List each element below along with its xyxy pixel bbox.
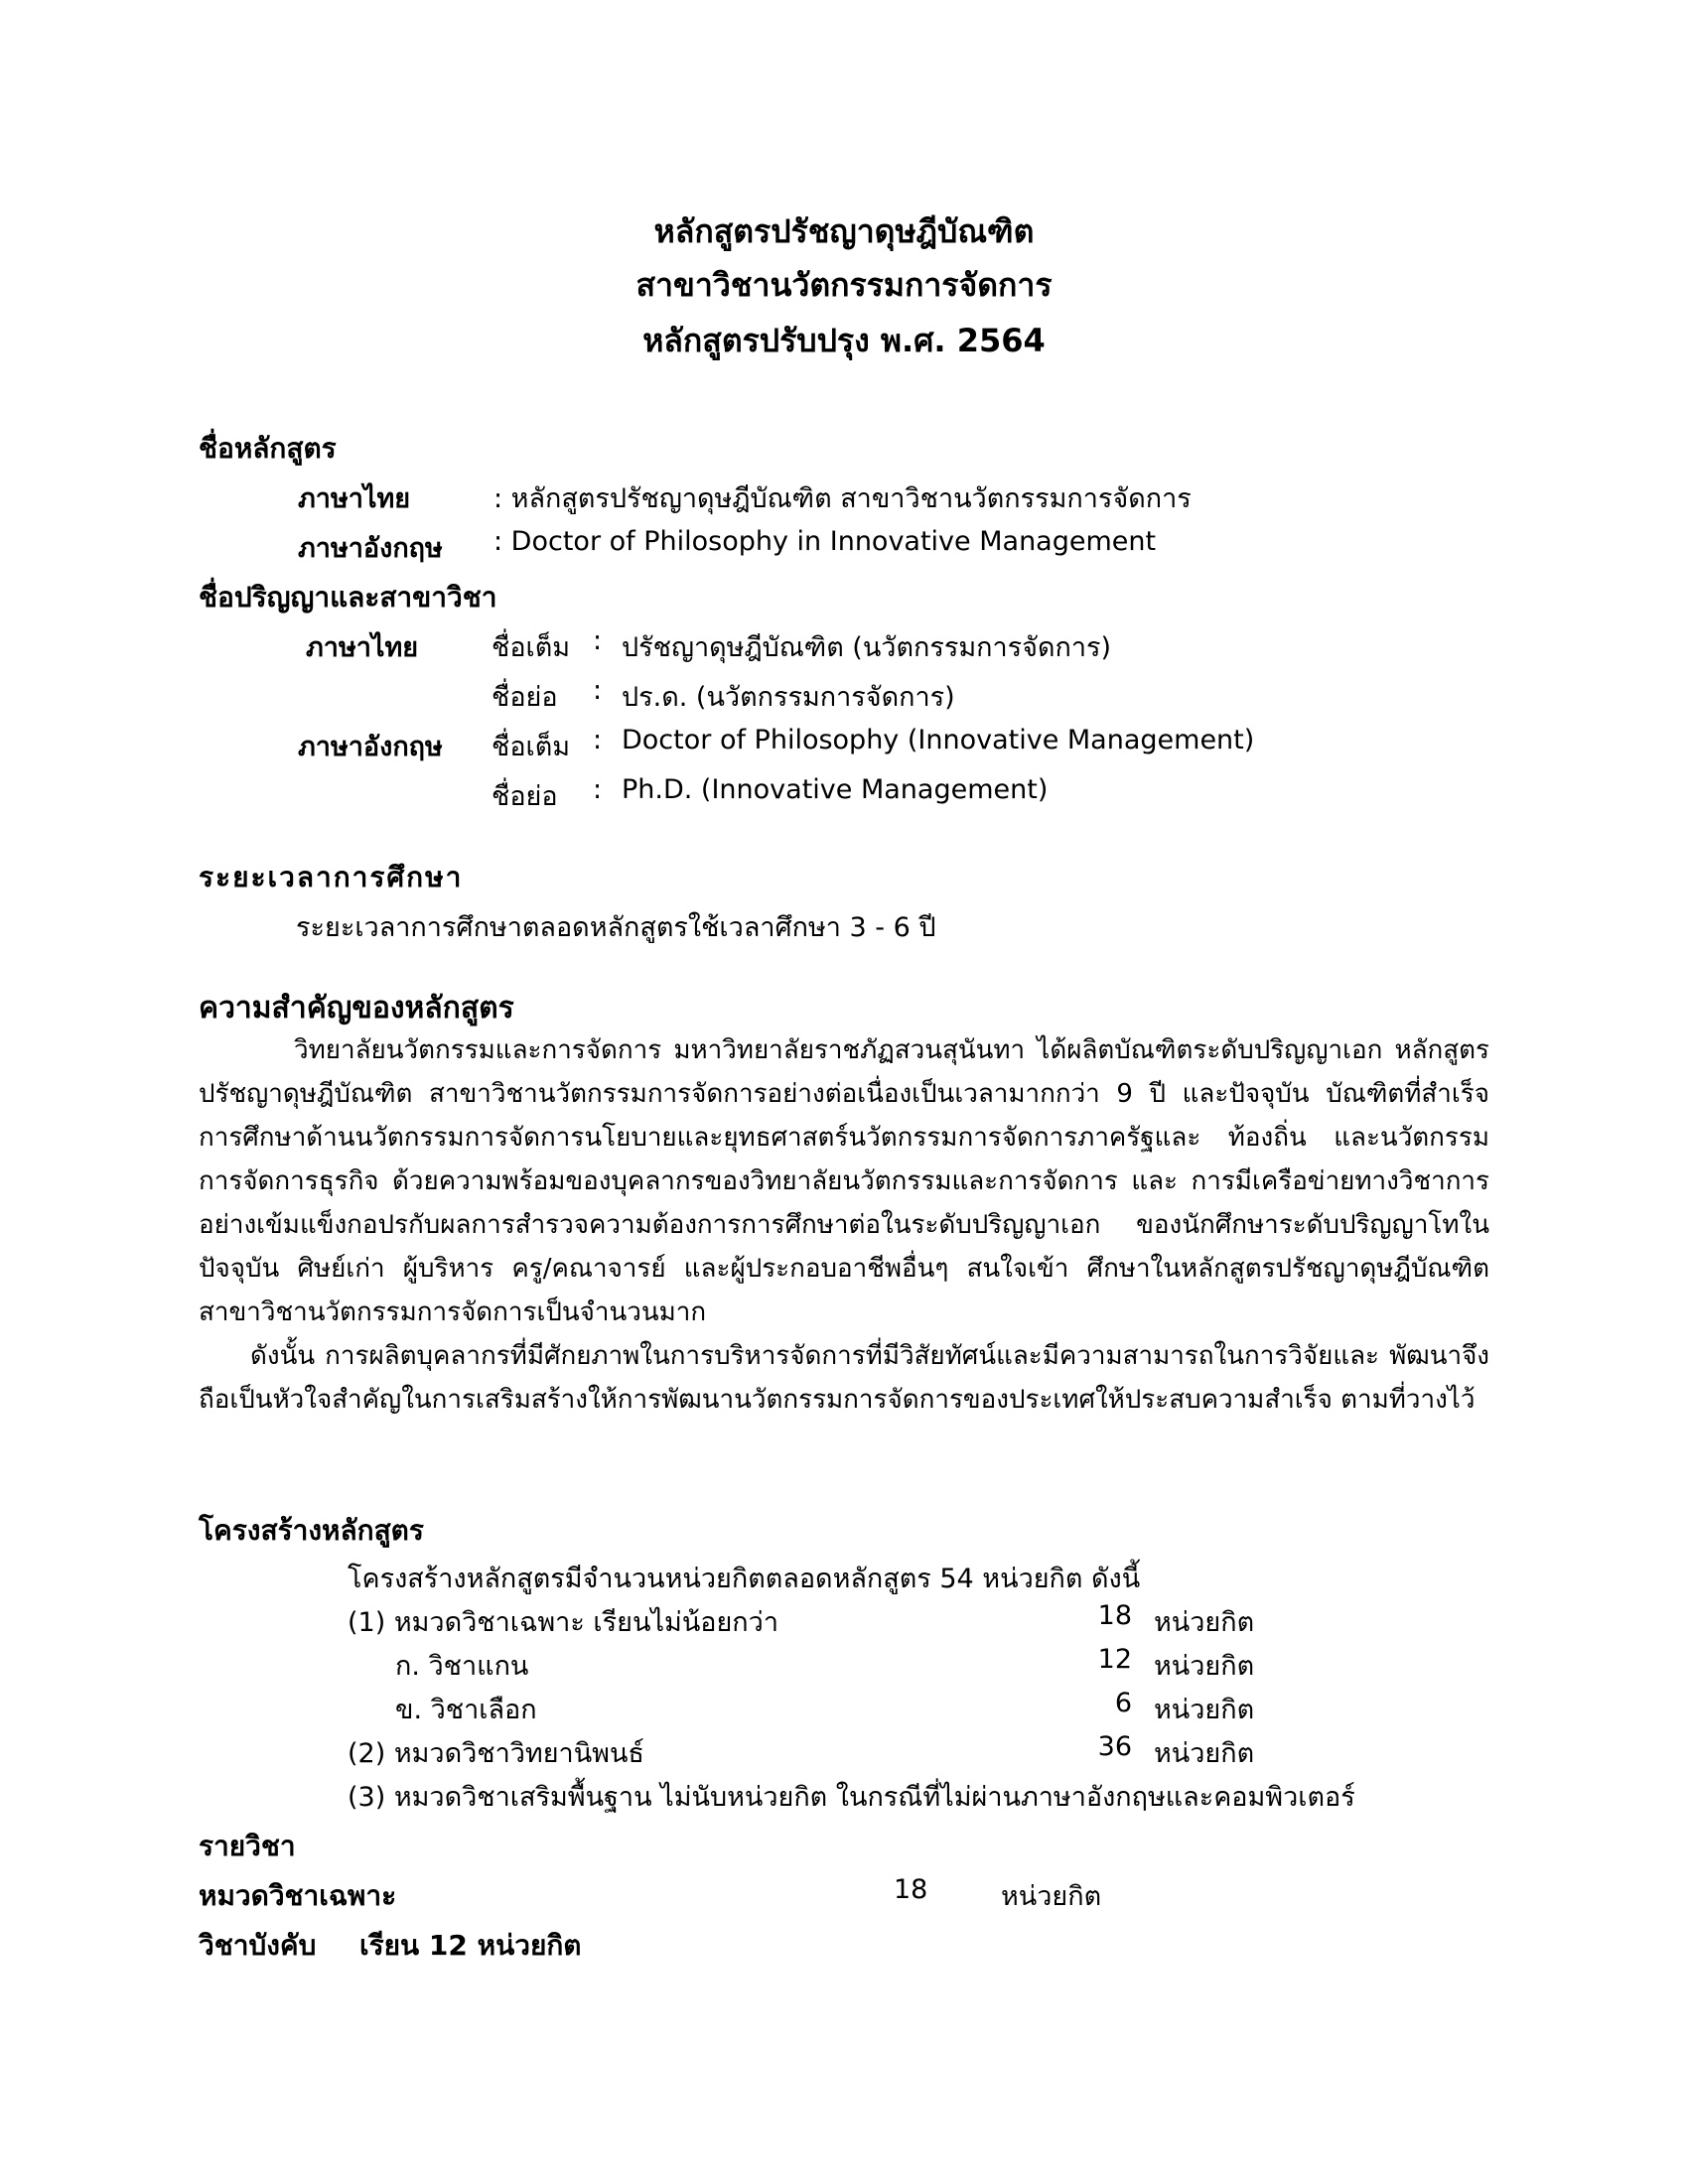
structure-row-label: ข. วิชาเลือก <box>395 1695 537 1725</box>
structure-row-unit: หน่วยกิต <box>1154 1738 1255 1769</box>
degree-thai-short-label: ชื่อย่อ <box>492 682 558 713</box>
importance-paragraph-2: ดังนั้น การผลิตบุคลากรที่มีศักยภาพในการบริหารจัดการที่มีวิสัยทัศน์และมีความสามารถในการวิจัยและ พัฒนาจึงถือเป็นหัวใจสำคัญในการเสริมสร้างให้การพัฒนานวัตกรรมการจัดการของประเทศให้ประสบความสำเร็จ ตามที่วางไว้ <box>199 1341 1489 1415</box>
degree-thai-full: ปรัชญาดุษฎีบัณฑิต (นวัตกรรมการจัดการ) <box>622 632 1112 663</box>
degree-colon: : <box>593 675 603 706</box>
structure-row-label: ก. วิชาแกน <box>395 1651 529 1682</box>
structure-row-value: 6 <box>1114 1688 1132 1718</box>
title-line-2: สาขาวิชานวัตกรรมการจัดการ <box>635 266 1053 304</box>
title-line-3: หลักสูตรปรับปรุง พ.ศ. 2564 <box>642 322 1046 359</box>
degree-thai-short: ปร.ด. (นวัตกรรมการจัดการ) <box>622 682 955 713</box>
structure-row-value: 18 <box>1097 1600 1132 1631</box>
structure-row-value: 12 <box>1097 1644 1132 1675</box>
degree-colon: : <box>593 725 603 755</box>
structure-row-value: 36 <box>1097 1731 1132 1762</box>
course-name-english-label: ภาษาอังกฤษ <box>298 533 443 564</box>
specific-category-unit: หน่วยกิต <box>1001 1881 1102 1912</box>
duration-heading: ระยะเวลาการศึกษา <box>199 861 464 893</box>
importance-heading: ความสำคัญของหลักสูตร <box>199 991 514 1025</box>
course-name-thai-label: ภาษาไทย <box>298 483 411 514</box>
degree-thai-label: ภาษาไทย <box>306 632 419 663</box>
courses-heading: รายวิชา <box>199 1830 296 1862</box>
structure-row-label: (2) หมวดวิชาวิทยานิพนธ์ <box>348 1738 644 1769</box>
degree-colon: : <box>593 625 603 656</box>
degree-colon: : <box>593 774 603 805</box>
structure-row-label: (1) หมวดวิชาเฉพาะ เรียนไม่น้อยกว่า <box>348 1607 778 1638</box>
specific-category-value: 18 <box>894 1874 928 1905</box>
degree-english-full: Doctor of Philosophy (Innovative Management) <box>622 725 1255 755</box>
duration-text: ระยะเวลาการศึกษาตลอดหลักสูตรใช้เวลาศึกษา 3 - 6 ปี <box>296 912 936 943</box>
course-name-thai-value: : หลักสูตรปรัชญาดุษฎีบัณฑิต สาขาวิชานวัตกรรมการจัดการ <box>493 483 1192 514</box>
structure-row-unit: หน่วยกิต <box>1154 1651 1255 1682</box>
title-line-1: หลักสูตรปรัชญาดุษฎีบัณฑิต <box>653 212 1035 250</box>
degree-english-label: ภาษาอังกฤษ <box>298 732 443 762</box>
course-name-heading: ชื่อหลักสูตร <box>199 432 337 465</box>
structure-intro: โครงสร้างหลักสูตรมีจำนวนหน่วยกิตตลอดหลักสูตร 54 หน่วยกิต ดังนี้ <box>348 1564 1141 1594</box>
importance-paragraph-1: วิทยาลัยนวัตกรรมและการจัดการ มหาวิทยาลัยราชภัฏสวนสุนันทา ได้ผลิตบัณฑิตระดับปริญญาเอก หลักสูตรปรัชญาดุษฎีบัณฑิต สาขาวิชานวัตกรรมการจัดการอย่างต่อเนื่องเป็นเวลามากกว่า 9 ปี และปัจจุบัน บัณฑิตที่สำเร็จการศึกษาด้านนวัตกรรมการจัดการนโยบายและยุทธศาสตร์นวัตกรรมการจัดการภาครัฐและ ท้องถิ่น และนวัตกรรมการจัดการธุรกิจ ด้วยความพร้อมของบุคลากรของวิทยาลัยนวัตกรรมและการจัดการ และ การมีเครือข่ายทางวิชาการอย่างเข้มแข็งกอปรกับผลการสำรวจความต้องการการศึกษาต่อในระดับปริญญาเอก ของนักศึกษาระดับปริญญาโทในปัจจุบัน ศิษย์เก่า ผู้บริหาร ครู/คณาจารย์ และผู้ประกอบอาชีพอื่นๆ สนใจเข้า ศึกษาในหลักสูตรปรัชญาดุษฎีบัณฑิต สาขาวิชานวัตกรรมการจัดการเป็นจำนวนมาก <box>199 1035 1489 1327</box>
degree-english-short-label: ชื่อย่อ <box>492 781 558 812</box>
degree-english-full-label: ชื่อเต็ม <box>492 732 571 762</box>
required-courses-label: วิชาบังคับ <box>199 1929 317 1962</box>
degree-thai-full-label: ชื่อเต็ม <box>492 632 571 663</box>
degree-english-short: Ph.D. (Innovative Management) <box>622 774 1049 805</box>
course-name-english-value: : Doctor of Philosophy in Innovative Management <box>493 526 1157 557</box>
structure-row-unit: หน่วยกิต <box>1154 1695 1255 1725</box>
structure-heading: โครงสร้างหลักสูตร <box>199 1514 424 1547</box>
structure-row-unit: หน่วยกิต <box>1154 1607 1255 1638</box>
specific-category-label: หมวดวิชาเฉพาะ <box>199 1879 397 1912</box>
importance-body <box>199 1028 1489 1422</box>
degree-heading: ชื่อปริญญาและสาขาวิชา <box>199 581 497 614</box>
required-courses-text: เรียน 12 หน่วยกิต <box>359 1929 582 1962</box>
structure-note: (3) หมวดวิชาเสริมพื้นฐาน ไม่นับหน่วยกิต ในกรณีที่ไม่ผ่านภาษาอังกฤษและคอมพิวเตอร์ <box>348 1782 1355 1813</box>
